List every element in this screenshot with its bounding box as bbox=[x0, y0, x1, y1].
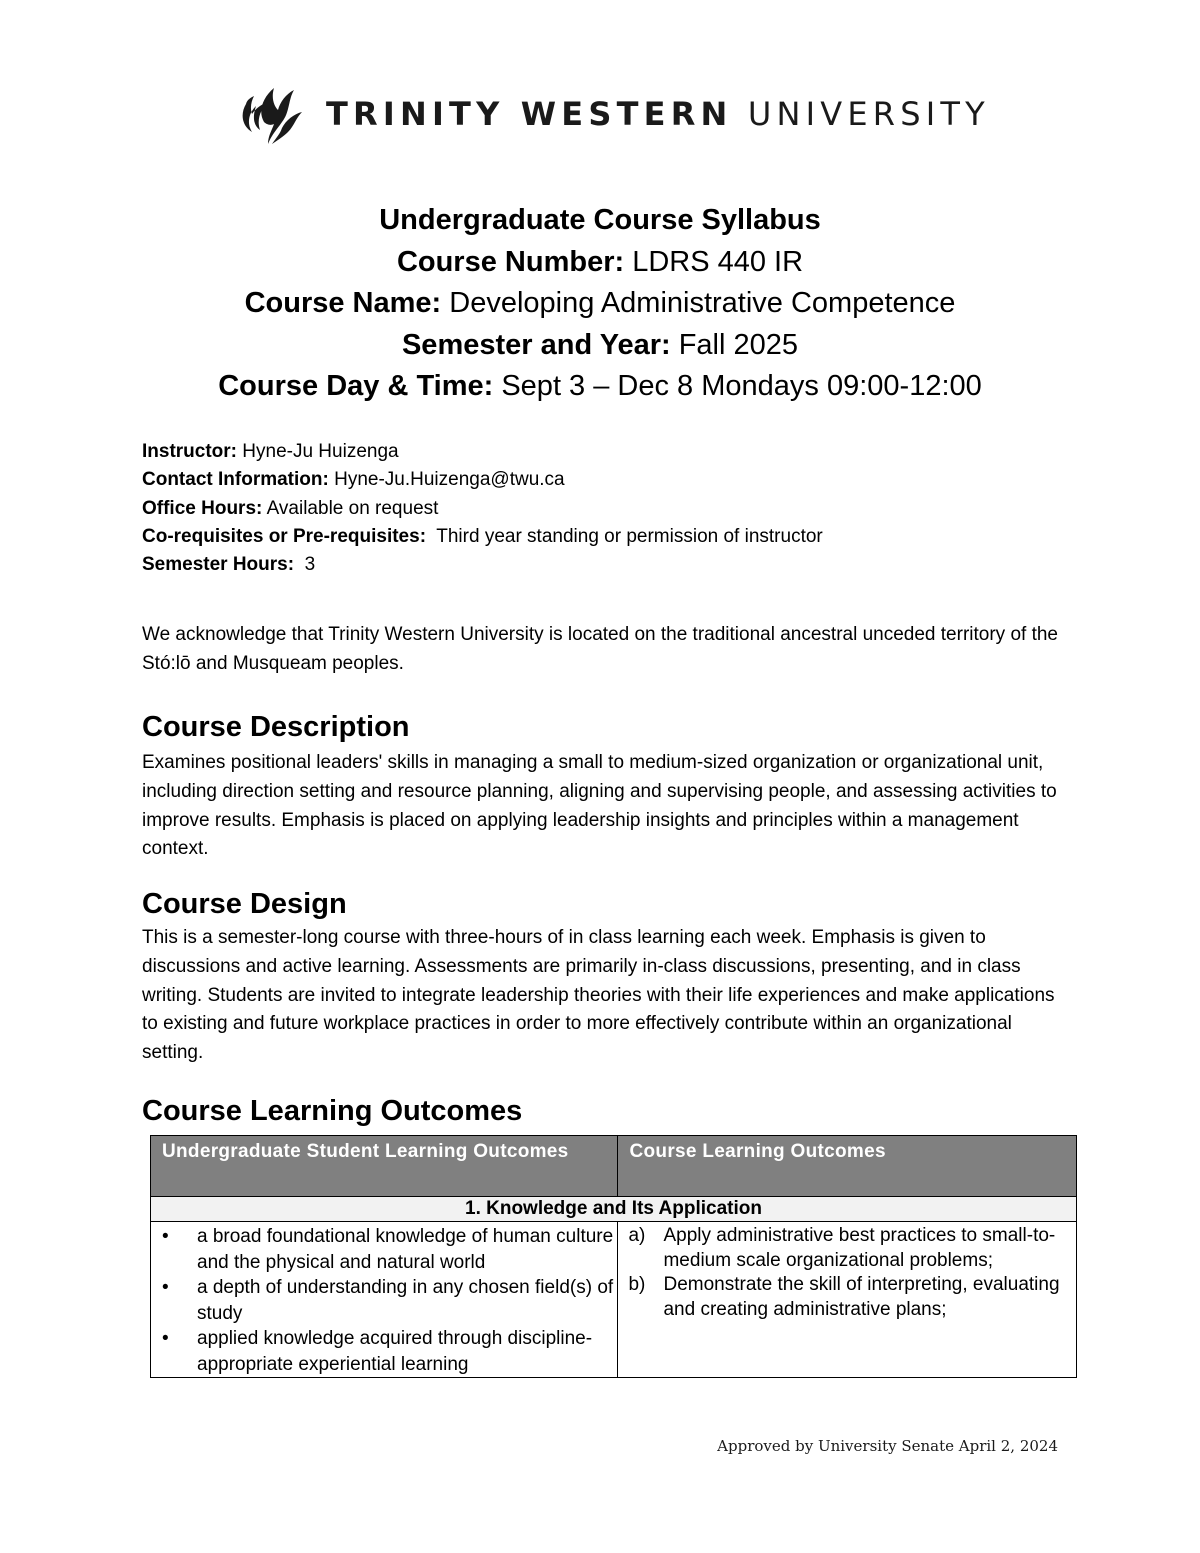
land-acknowledgement: We acknowledge that Trinity Western University is located on the traditional ancestral unceded territory of the Stó:lō and Musqueam peoples. bbox=[142, 624, 1058, 674]
section-row bbox=[151, 1197, 1077, 1222]
course-description-heading: Course Description bbox=[142, 711, 410, 743]
list-item: a) Apply administrative best practices to small-to-medium scale organizational problems; bbox=[628, 1225, 1056, 1271]
header-student-outcomes: Undergraduate Student Learning Outcomes bbox=[151, 1136, 618, 1197]
course-day-time: Course Day & Time: Sept 3 – Dec 8 Mondays 09:00-12:00 bbox=[218, 370, 982, 402]
list-item: • a broad foundational knowledge of human culture and the physical and natural world bbox=[159, 1224, 617, 1275]
title-block bbox=[0, 200, 1200, 408]
header-course-outcomes: Course Learning Outcomes bbox=[618, 1136, 1077, 1197]
student-outcomes-cell bbox=[151, 1222, 618, 1378]
prerequisites-line: Co-requisites or Pre-requisites: Third year standing or permission of instructor bbox=[142, 525, 823, 547]
course-outcomes-cell bbox=[618, 1222, 1077, 1378]
course-number: Course Number: LDRS 440 IR bbox=[396, 245, 804, 278]
course-outcomes-heading: Course Learning Outcomes bbox=[142, 1095, 523, 1127]
contact-line: Contact Information: Hyne-Ju.Huizenga@twu.ca bbox=[142, 469, 565, 491]
syllabus-heading: Undergraduate Course Syllabus bbox=[379, 204, 821, 236]
course-name: Course Name: Developing Administrative Competence bbox=[244, 287, 956, 319]
table-row bbox=[151, 1222, 1077, 1378]
office-hours-line: Office Hours: Available on request bbox=[142, 497, 439, 519]
contact-email[interactable]: Hyne-Ju.Huizenga@twu.ca bbox=[328, 469, 565, 491]
flame-mark-icon bbox=[238, 82, 304, 146]
list-item: • a depth of understanding in any chosen field(s) of study bbox=[159, 1275, 617, 1326]
approval-footer: Approved by University Senate April 2, 2024 bbox=[717, 1437, 1058, 1455]
section-knowledge-heading: 1. Knowledge and Its Application bbox=[151, 1197, 1077, 1222]
course-design-heading: Course Design bbox=[142, 888, 347, 920]
logo-wordmark bbox=[326, 95, 990, 133]
logo-wordmark-light: UNIVERSITY bbox=[747, 95, 990, 133]
university-logo bbox=[238, 82, 990, 146]
list-item: b) Demonstrate the skill of interpreting, evaluating and creating administrative plans; bbox=[628, 1274, 1060, 1320]
table-header-row bbox=[151, 1136, 1077, 1197]
course-design-text: This is a semester-long course with three-hours of in class learning each week. Emphasis is given to discussions and active learning. Assessments are primarily in-class discussions, presenting, and in class writing. Students are invited to integrate leadership theories with their life experiences and make applications to existing and future workplace practices in order to more effectively contribute within an organizational setting. bbox=[142, 927, 1055, 1064]
instructor-line: Instructor: Hyne-Ju Huizenga bbox=[142, 441, 399, 462]
learning-outcomes-table bbox=[150, 1135, 1077, 1378]
course-info bbox=[142, 438, 823, 579]
list-item: • applied knowledge acquired through discipline-appropriate experiential learning bbox=[159, 1326, 617, 1377]
semester-hours-line: Semester Hours: 3 bbox=[142, 554, 316, 576]
semester-year: Semester and Year: Fall 2025 bbox=[401, 328, 799, 361]
course-description-text: Examines positional leaders' skills in managing a small to medium-sized organization or organizational unit, including direction setting and resource planning, aligning and supervising people, and assessing activities to improve results. Emphasis is placed on applying leadership insights and principles within a management context. bbox=[142, 752, 1057, 860]
logo-wordmark-bold: TRINITY WESTERN bbox=[326, 95, 733, 133]
